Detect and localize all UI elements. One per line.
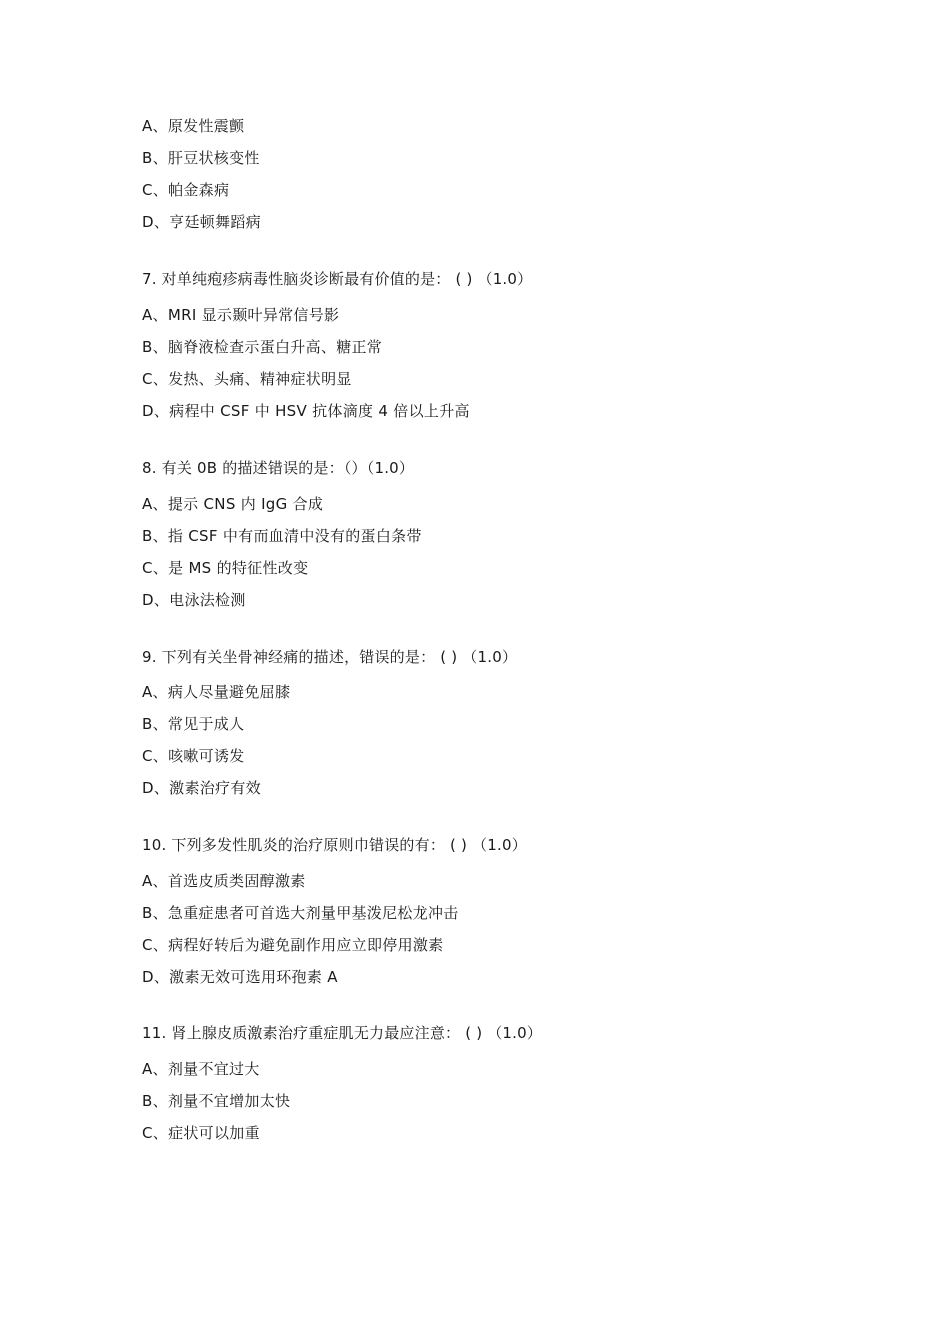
question-8-option-a: A、提示 CNS 内 IgG 合成 <box>142 495 324 513</box>
question-10-stem: 10. 下列多发性肌炎的治疗原则巾错误的有： ( ) （1.0） <box>142 836 527 854</box>
question-7-option-d: D、病程中 CSF 中 HSV 抗体滴度 4 倍以上升高 <box>142 402 470 420</box>
question-10-option-b: B、急重症患者可首选大剂量甲基泼尼松龙冲击 <box>142 904 459 922</box>
question-8-option-c: C、是 MS 的特征性改变 <box>142 559 309 577</box>
question-9-option-d: D、激素治疗有效 <box>142 779 261 797</box>
question-9-stem: 9. 下列有关坐骨神经痛的描述，错误的是： ( ) （1.0） <box>142 648 518 666</box>
question-8-stem: 8. 有关 0B 的描述错误的是：（）（1.0） <box>142 459 415 477</box>
question-7-option-c: C、发热、头痛、精神症状明显 <box>142 370 352 388</box>
question-11-option-c: C、症状可以加重 <box>142 1124 260 1142</box>
option-c: C、帕金森病 <box>142 181 230 199</box>
question-11-option-a: A、剂量不宜过大 <box>142 1060 260 1078</box>
question-9-option-a: A、病人尽量避免屈膝 <box>142 683 291 701</box>
question-8-option-b: B、指 CSF 中有而血清中没有的蛋白条带 <box>142 527 422 545</box>
question-10-option-c: C、病程好转后为避免副作用应立即停用激素 <box>142 936 444 954</box>
question-7-stem: 7. 对单纯疱疹病毒性脑炎诊断最有价值的是： ( ) （1.0） <box>142 270 533 288</box>
question-11-stem: 11. 肾上腺皮质激素治疗重症肌无力最应注意： ( ) （1.0） <box>142 1024 543 1042</box>
question-7-option-b: B、脑脊液检查示蛋白升高、糖正常 <box>142 338 383 356</box>
question-9-option-b: B、常见于成人 <box>142 715 245 733</box>
question-11-option-b: B、剂量不宜增加太快 <box>142 1092 291 1110</box>
option-b: B、肝豆状核变性 <box>142 149 260 167</box>
question-10-option-d: D、激素无效可选用环孢素 A <box>142 968 338 986</box>
question-9-option-c: C、咳嗽可诱发 <box>142 747 245 765</box>
question-8-option-d: D、电泳法检测 <box>142 591 246 609</box>
option-d: D、亨廷顿舞蹈病 <box>142 213 261 231</box>
question-7-option-a: A、MRI 显示颞叶异常信号影 <box>142 306 340 324</box>
question-10-option-a: A、首选皮质类固醇激素 <box>142 872 306 890</box>
option-a: A、原发性震颤 <box>142 117 245 135</box>
